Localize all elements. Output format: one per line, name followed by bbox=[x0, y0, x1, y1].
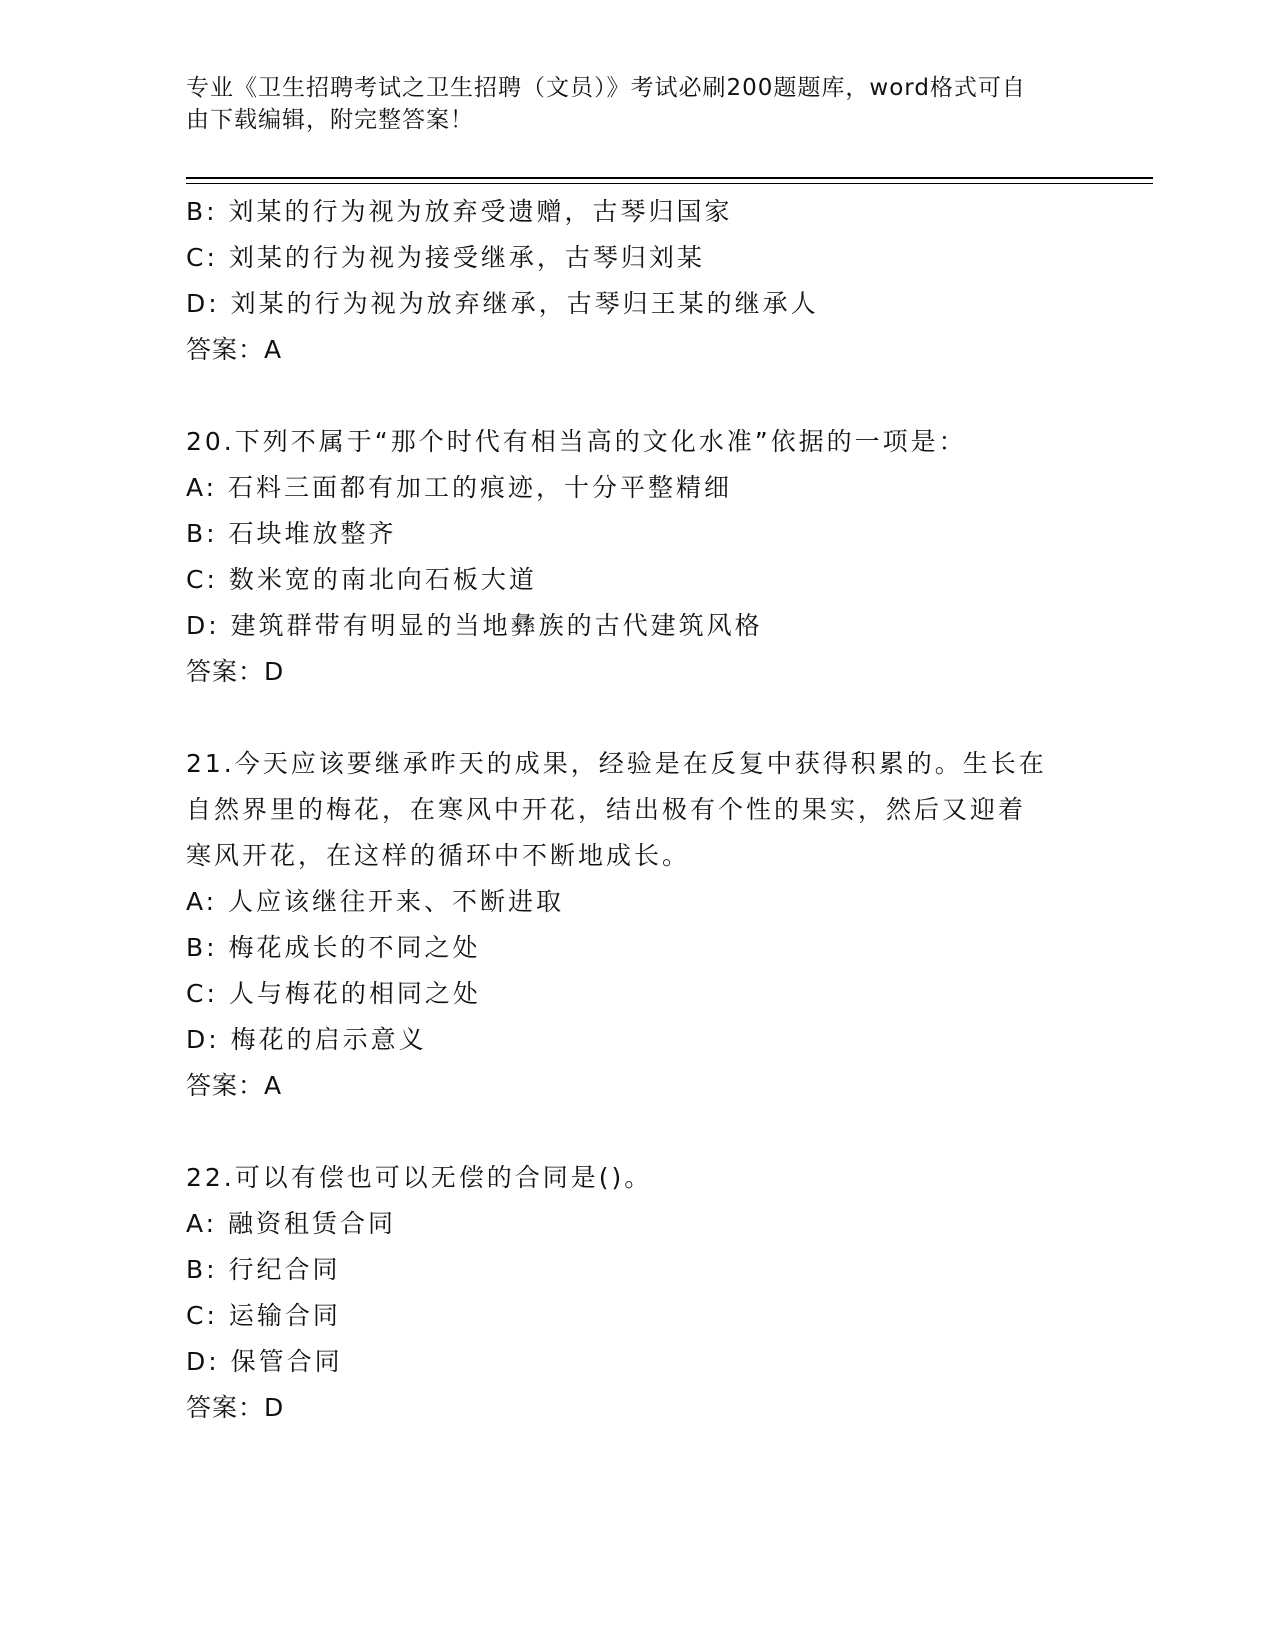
question-stem: 22.可以有偿也可以无偿的合同是()。 bbox=[186, 1163, 653, 1192]
answer-line: 答案：A bbox=[186, 335, 283, 364]
answer-line: 答案：A bbox=[186, 1071, 283, 1100]
question-stem: 自然界里的梅花，在寒风中开花，结出极有个性的果实，然后又迎着 bbox=[186, 795, 1027, 824]
header-line-1: 专业《卫生招聘考试之卫生招聘（文员）》考试必刷200题题库，word格式可自 bbox=[186, 75, 1026, 101]
option-b: B: 石块堆放整齐 bbox=[186, 519, 397, 548]
option-b: B: 行纪合同 bbox=[186, 1255, 341, 1284]
option-c: C: 运输合同 bbox=[186, 1301, 341, 1330]
question-stem: 21.今天应该要继承昨天的成果，经验是在反复中获得积累的。生长在 bbox=[186, 749, 1047, 778]
document-body bbox=[186, 189, 1086, 1431]
option-c: C: 数米宽的南北向石板大道 bbox=[186, 565, 537, 594]
option-d: D: 梅花的启示意义 bbox=[186, 1025, 427, 1054]
question-22 bbox=[186, 1155, 1086, 1431]
answer-line: 答案：D bbox=[186, 1393, 285, 1422]
header-rule-thick bbox=[186, 177, 1153, 179]
question-stem: 寒风开花，在这样的循环中不断地成长。 bbox=[186, 841, 691, 870]
option-d: D: 建筑群带有明显的当地彝族的古代建筑风格 bbox=[186, 611, 763, 640]
option-b: B: 梅花成长的不同之处 bbox=[186, 933, 481, 962]
option-a: A: 融资租赁合同 bbox=[186, 1209, 397, 1238]
answer-line: 答案：D bbox=[186, 657, 285, 686]
document-header bbox=[186, 72, 1086, 136]
option-b: B: 刘某的行为视为放弃受遗赠，古琴归国家 bbox=[186, 197, 733, 226]
question-21 bbox=[186, 741, 1086, 1109]
option-a: A: 人应该继往开来、不断进取 bbox=[186, 887, 565, 916]
header-line-2: 由下载编辑，附完整答案！ bbox=[186, 107, 474, 133]
option-d: D: 刘某的行为视为放弃继承，古琴归王某的继承人 bbox=[186, 289, 819, 318]
question-20 bbox=[186, 419, 1086, 695]
header-rule-thin bbox=[186, 183, 1153, 184]
option-c: C: 人与梅花的相同之处 bbox=[186, 979, 481, 1008]
question-stem: 20.下列不属于“那个时代有相当高的文化水准”依据的一项是： bbox=[186, 427, 967, 456]
question-19-continuation bbox=[186, 189, 1086, 373]
option-c: C: 刘某的行为视为接受继承，古琴归刘某 bbox=[186, 243, 705, 272]
option-d: D: 保管合同 bbox=[186, 1347, 343, 1376]
option-a: A: 石料三面都有加工的痕迹，十分平整精细 bbox=[186, 473, 733, 502]
